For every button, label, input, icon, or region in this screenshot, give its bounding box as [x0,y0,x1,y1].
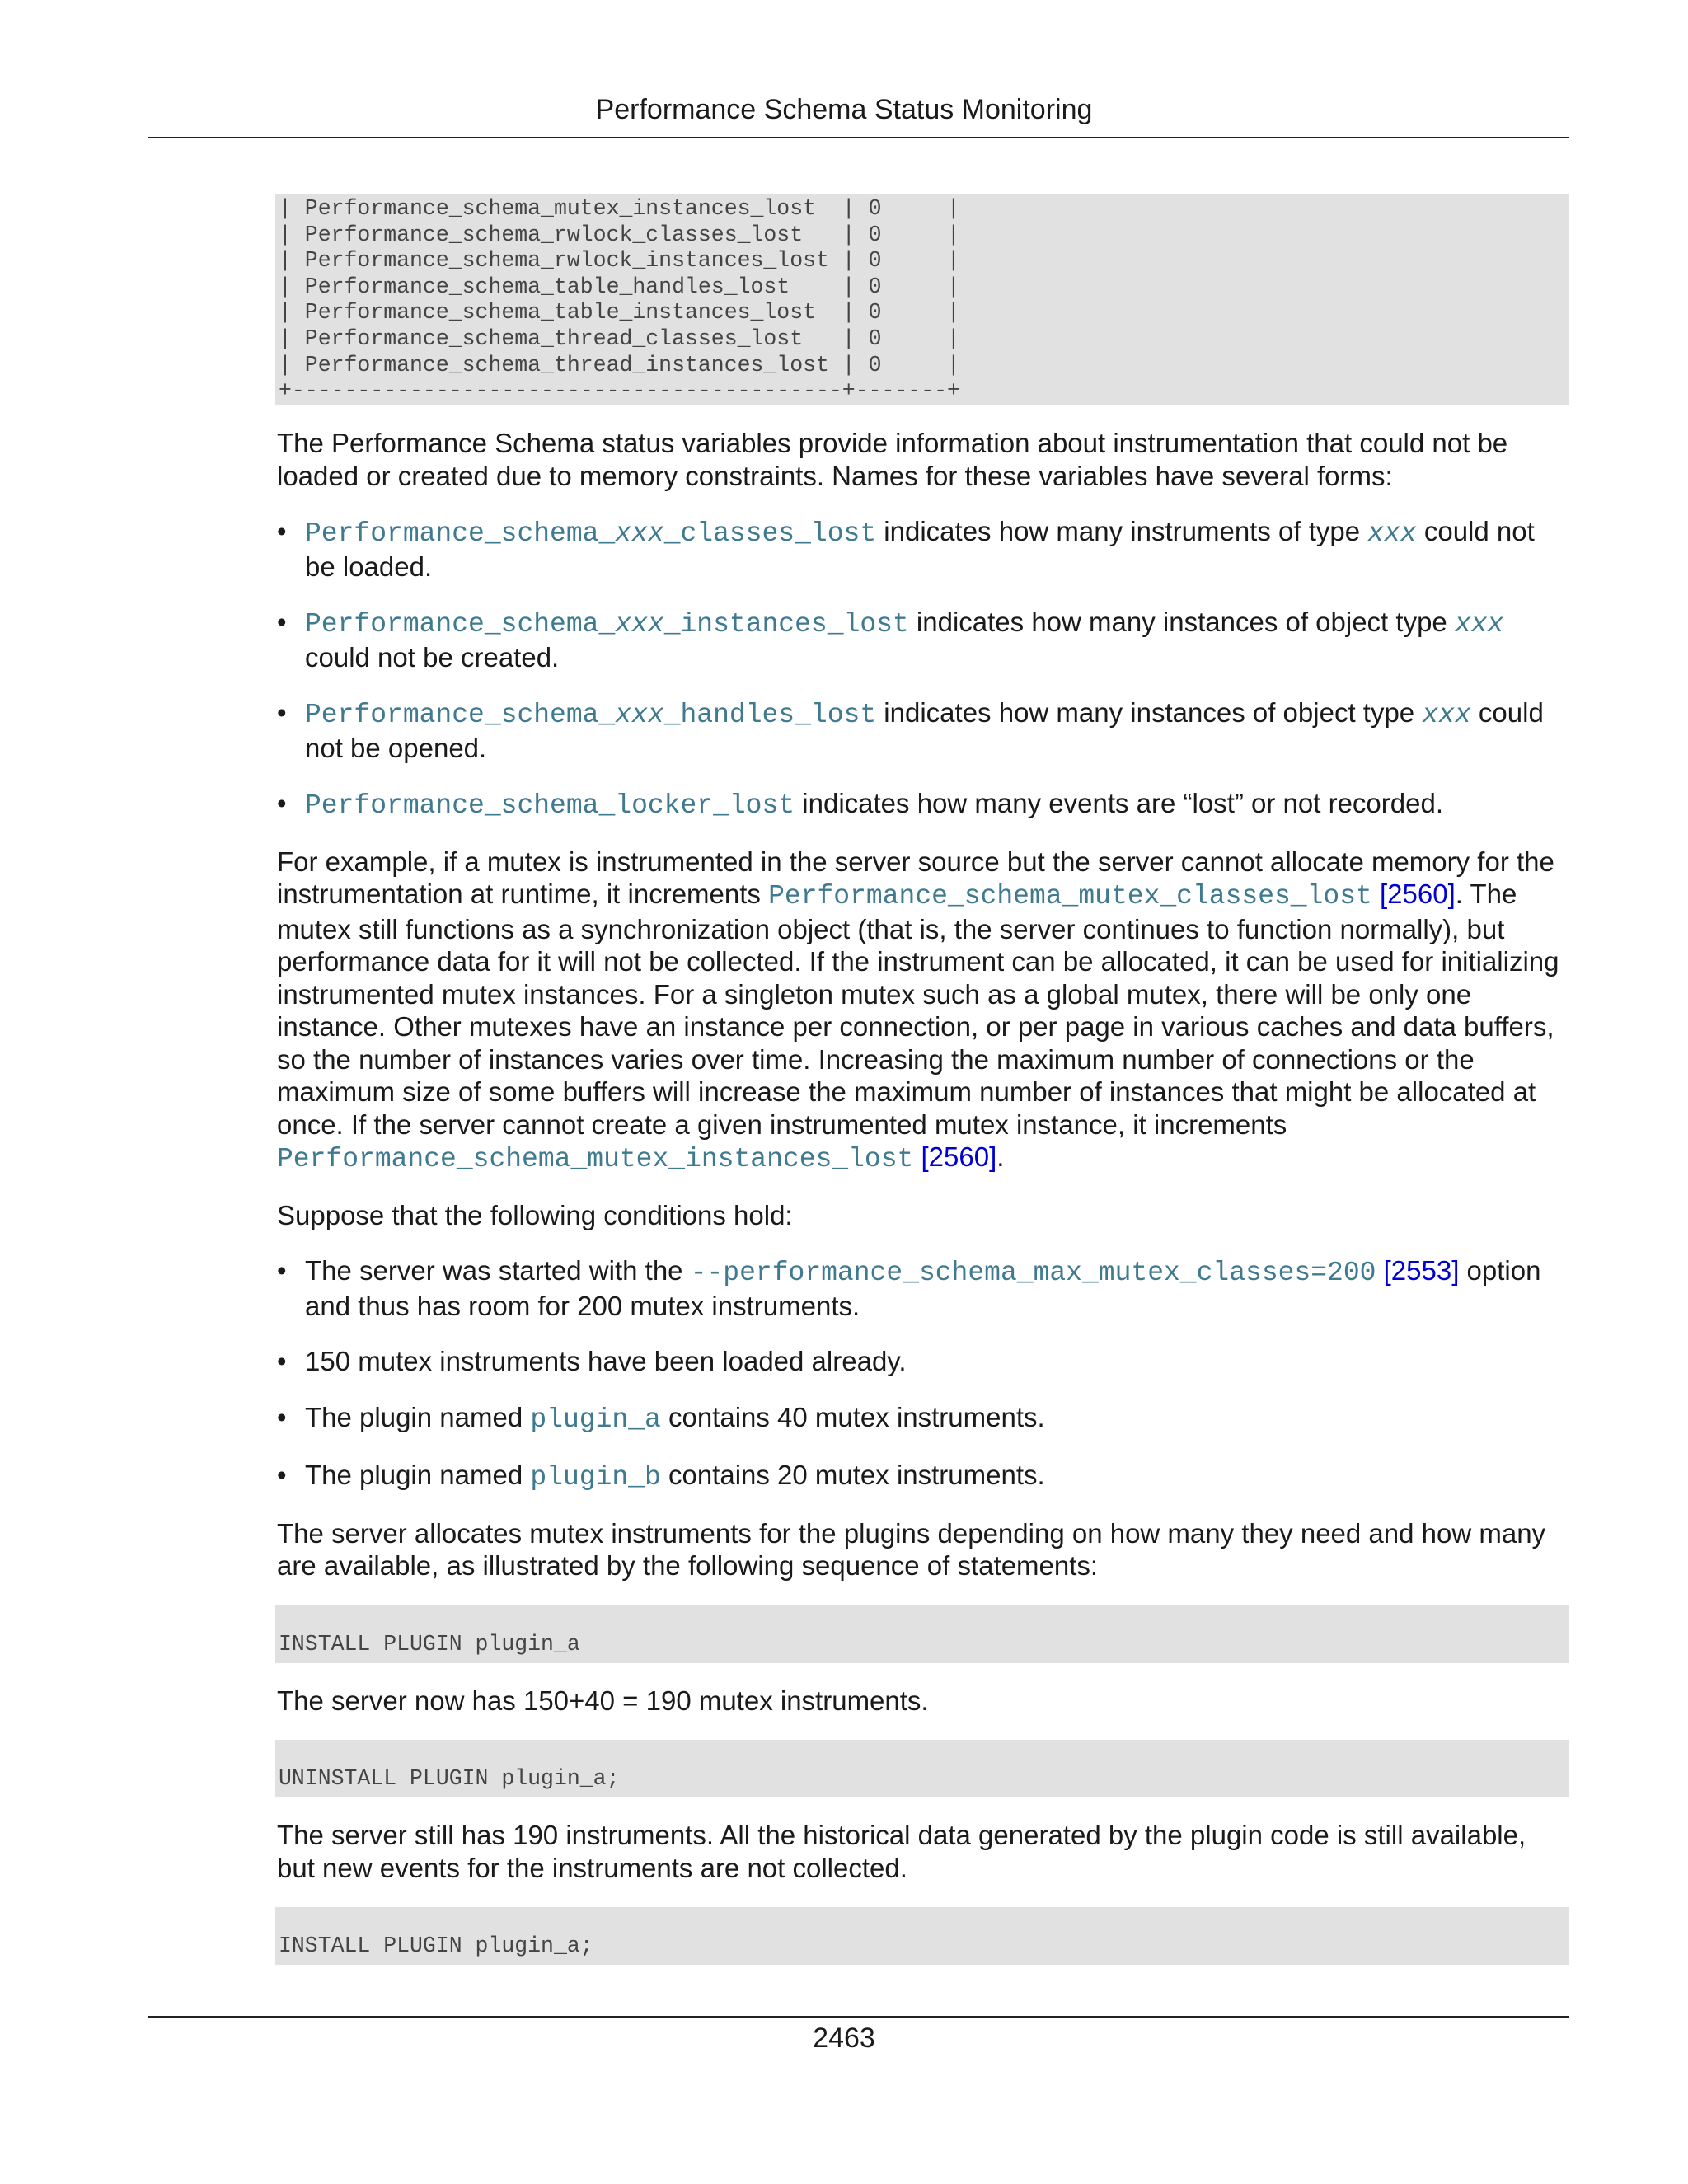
list-item: • The server was started with the --performance_schema_max_mutex_classes=200 [2553] option and thus has room for 200 mutex instruments. [277,1254,1569,1322]
page-header-title: Performance Schema Status Monitoring [595,94,1093,125]
example-paragraph: For example, if a mutex is instrumented in the server source but the server cannot allocate memory for the instrumentation at runtime, it increments Performance_schema_mutex_classes_lost [2560]. The mutex still functions as a synchronization object (that is, the server continues to function normally), but performance data for it will not be collected. If the instrument can be allocated, it can be used for initializing instrumented mutex instances. For a singleton mutex such as a global mutex, there will be only one instance. Other mutexes have an instance per connection, or per page in various caches and data buffers, so the number of instances varies over time. Increasing the maximum number of connections or the maximum size of some buffers will increase the maximum number of instances that might be allocated at once. If the server cannot create a given instrumented mutex instance, it increments Performance_schema_mutex_instances_lost [2560]. [277,846,1559,1174]
code-line: | Performance_schema_table_handles_lost | 0 | [279,274,960,299]
code-block-install: INSTALL PLUGIN plugin_a [275,1605,1569,1663]
intro-paragraph: The Performance Schema status variables provide information about instrumentation that could not be loaded or created due to memory constraints. Names for these variables have several forms: [277,428,1508,491]
page-number: 2463 [813,2022,875,2054]
variable-link[interactable]: Performance_schema_mutex_classes_lost [768,881,1372,912]
page-reference-link[interactable]: [2553] [1376,1255,1460,1286]
variable-link[interactable]: Performance_schema_mutex_instances_lost [277,1144,914,1174]
variable-link[interactable]: Performance_schema_locker_lost [305,790,795,821]
list-item: • Performance_schema_xxx_instances_lost indicates how many instances of object type xxx could not be created. [277,606,1569,673]
code-line: | Performance_schema_rwlock_instances_lost | 0 | [279,248,960,274]
code-line: | Performance_schema_thread_instances_lost | 0 | [279,352,960,377]
list-item: • Performance_schema_locker_lost indicates how many events are “lost” or not recorded. [277,787,1569,823]
allocates-paragraph: The server allocates mutex instruments for the plugins depending on how many they need and how many are available, as illustrated by the following sequence of statements: [277,1517,1546,1581]
after-uninstall-paragraph: The server still has 190 instruments. All the historical data generated by the plugin code is still available, but new events for the instruments are not collected. [277,1820,1526,1883]
list-item: • The plugin named plugin_b contains 20 mutex instruments. [277,1459,1569,1494]
conditions-list [277,1254,1569,1494]
option-link[interactable]: --performance_schema_max_mutex_classes=200 [690,1258,1376,1288]
status-variables-table-code [275,194,1569,405]
list-item: • Performance_schema_xxx_classes_lost indicates how many instruments of type xxx could not be loaded. [277,515,1569,583]
plugin-name-code: plugin_a [530,1404,661,1435]
variable-link[interactable]: Performance_schema_xxx_instances_lost [305,609,909,640]
variable-forms-list [277,515,1569,823]
code-line: | Performance_schema_mutex_instances_lost | 0 | [279,196,960,221]
list-item: • 150 mutex instruments have been loaded already. [277,1345,1569,1378]
code-line: +------------------------------------------+-------+ [279,378,960,404]
code-block-reinstall: INSTALL PLUGIN plugin_a; [275,1907,1569,1965]
plugin-name-code: plugin_b [530,1462,661,1493]
variable-link[interactable]: Performance_schema_xxx_handles_lost [305,700,877,730]
list-item: • Performance_schema_xxx_handles_lost indicates how many instances of object type xxx could not be opened. [277,696,1569,764]
suppose-paragraph: Suppose that the following conditions hold: [277,1199,793,1230]
code-line: | Performance_schema_rwlock_classes_lost | 0 | [279,222,960,247]
page-content [277,194,1569,1965]
variable-link[interactable]: Performance_schema_xxx_classes_lost [305,518,877,549]
footer-rule [148,2016,1569,2018]
page-reference-link[interactable]: [2560] [913,1141,997,1172]
code-line: | Performance_schema_thread_classes_lost | 0 | [279,326,960,351]
header-rule [148,137,1569,138]
code-line: | Performance_schema_table_instances_lost | 0 | [279,300,960,326]
after-install-paragraph: The server now has 150+40 = 190 mutex instruments. [277,1685,929,1716]
page-reference-link[interactable]: [2560] [1372,879,1456,909]
list-item: • The plugin named plugin_a contains 40 mutex instruments. [277,1401,1569,1436]
code-block-uninstall: UNINSTALL PLUGIN plugin_a; [275,1740,1569,1797]
